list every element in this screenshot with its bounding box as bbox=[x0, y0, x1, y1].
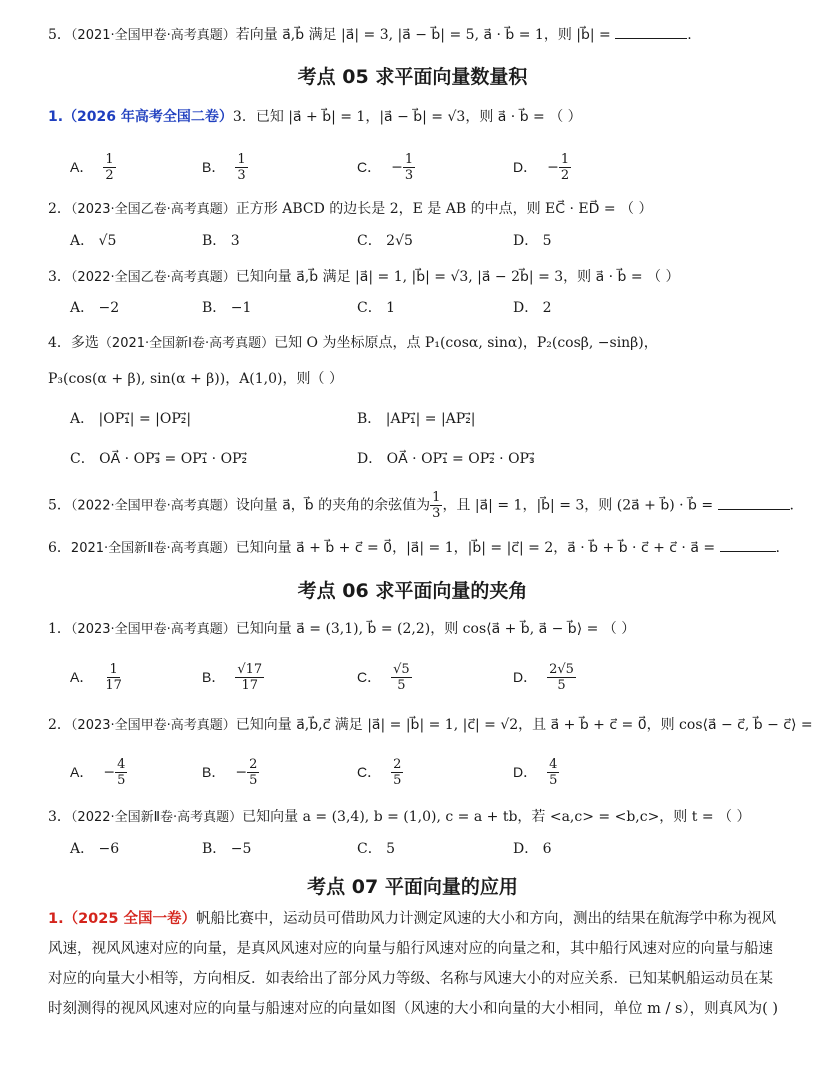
s06q2-option-a: A． − $\frac{4}{5}$ bbox=[70, 757, 126, 788]
s05-question-2: 2．（2023·全国乙卷·高考真题）正方形 ABCD 的边长是 2，E 是 AB 的中点，则 EC⃗ · ED⃗ = （ ） bbox=[48, 201, 653, 217]
section-06-heading: 考点 06 求平面向量的夹角 bbox=[297, 580, 528, 602]
s05q2-option-a: A． √5 bbox=[70, 233, 117, 249]
question-top-5 bbox=[48, 24, 785, 47]
s06-question-1: 1．（2023·全国甲卷·高考真题）已知向量 a⃗ = (3,1), b⃗ = (2,2)，则 cos⟨a⃗ + b⃗, a⃗ − b⃗⟩ = （ ） bbox=[48, 621, 636, 637]
s06q3-option-c: C． 5 bbox=[357, 841, 396, 857]
s05q4-option-a: A． |OP₁⃗| = |OP₂⃗| bbox=[70, 411, 192, 427]
s05-question-6: 6．2021·全国新Ⅱ卷·高考真题）已知向量 a⃗ + b⃗ + c⃗ = 0⃗，|a⃗| = 1，|b⃗| = |c⃗| = 2，a⃗ · b⃗ + b⃗ · c⃗ + c⃗ · a⃗ = . bbox=[48, 537, 785, 560]
s06q2-option-d: D． $\frac{4}{5}$ bbox=[513, 757, 558, 788]
s05q2-option-d: D． 5 bbox=[513, 233, 552, 249]
s06q1-option-b: B． $\frac{√17}{17}$ bbox=[202, 662, 263, 693]
s05q1-option-d: D． − $\frac{1}{2}$ bbox=[513, 152, 570, 183]
s05q1-option-c: C． − $\frac{1}{3}$ bbox=[357, 152, 414, 183]
question-tag: 1.（2026 年高考全国二卷） bbox=[48, 109, 233, 125]
section-07-heading: 考点 07 平面向量的应用 bbox=[307, 876, 518, 898]
s05q1-option-a: A． $\frac{1}{2}$ bbox=[70, 152, 114, 183]
s06-question-3: 3．（2022·全国新Ⅱ卷·高考真题）已知向量 a = (3,4), b = (1,0), c = a + tb，若 <a,c> = <b,c>，则 t = （ ） bbox=[48, 809, 751, 825]
question-text: 若向量 a⃗,b⃗ 满足 |a⃗| = 3, |a⃗ − b⃗| = 5, a⃗ · b⃗ = 1，则 |b⃗| = bbox=[235, 27, 616, 43]
s05q2-option-c: C． 2√5 bbox=[357, 233, 413, 249]
s05q1-option-b: B． $\frac{1}{3}$ bbox=[202, 152, 246, 183]
s05-question-1 bbox=[48, 106, 785, 128]
question-tail: . bbox=[687, 27, 692, 43]
s05-question-4: 4．多选（2021·全国新Ⅰ卷·高考真题）已知 O 为坐标原点，点 P₁(cosα, sinα)，P₂(cosβ, −sinβ)， bbox=[48, 335, 658, 351]
s05q3-option-c: C． 1 bbox=[357, 300, 396, 316]
question-text: 3．已知 |a⃗ + b⃗| = 1，|a⃗ − b⃗| = √3，则 a⃗ · b⃗ = （ ） bbox=[232, 109, 582, 125]
s06q3-option-b: B． −5 bbox=[202, 841, 252, 857]
s05q4-option-c: C． OA⃗ · OP₃⃗ = OP₁⃗ · OP₂⃗ bbox=[70, 451, 248, 467]
s05q4-option-b: B． |AP₁⃗| = |AP₂⃗| bbox=[357, 411, 476, 427]
s06q3-option-d: D． 6 bbox=[513, 841, 552, 857]
question-tag: 1.（2025 全国一卷） bbox=[48, 911, 197, 927]
answer-blank bbox=[720, 537, 776, 552]
answer-blank bbox=[615, 24, 687, 39]
s05-question-4-cont: P₃(cos(α + β), sin(α + β))，A(1,0)，则（ ） bbox=[48, 371, 343, 387]
question-number: 5． bbox=[48, 27, 71, 43]
s05q3-option-a: A． −2 bbox=[70, 300, 120, 316]
s06q2-option-b: B． − $\frac{2}{5}$ bbox=[202, 757, 258, 788]
s06q1-option-a: A． $\frac{1}{17}$ bbox=[70, 662, 122, 693]
s05-question-5: 5．（2022·全国甲卷·高考真题）设向量 a⃗，b⃗ 的夹角的余弦值为 $\frac{1}{3}$ ，且 |a⃗| = 1，|b⃗| = 3，则 (2a⃗ + b⃗) · b⃗ = . bbox=[48, 490, 794, 521]
s06q2-option-c: C． $\frac{2}{5}$ bbox=[357, 757, 402, 788]
s05q3-option-d: D． 2 bbox=[513, 300, 552, 316]
s05q3-option-b: B． −1 bbox=[202, 300, 252, 316]
s06q1-option-d: D． $\frac{2√5}{5}$ bbox=[513, 662, 574, 693]
section-05-heading: 考点 05 求平面向量数量积 bbox=[297, 66, 528, 88]
s05-question-3: 3．（2022·全国乙卷·高考真题）已知向量 a⃗,b⃗ 满足 |a⃗| = 1, |b⃗| = √3, |a⃗ − 2b⃗| = 3，则 a⃗ · b⃗ = （ ） bbox=[48, 269, 680, 285]
s05q4-option-d: D． OA⃗ · OP₁⃗ = OP₂⃗ · OP₃⃗ bbox=[357, 451, 535, 467]
s07-question-1 bbox=[48, 904, 783, 1024]
question-text: 帆船比赛中，运动员可借助风力计测定风速的大小和方向，测出的结果在航海学中称为视风风速，视风风速对应的向量，是真风风速对应的向量与船行风速对应的向量之和，其中船行风速对应的向量与船速对应的向量大小相等，方向相反．如表给出了部分风力等级、名称与风速大小的对应关系．已知某帆船运动员在某时刻测得的视风风速对应的向量与船速对应的向量如图（风速的大小和向量的大小相同，单位 m / s），则真风为( ) bbox=[48, 911, 779, 1017]
s06q1-option-c: C． $\frac{√5}{5}$ bbox=[357, 662, 410, 693]
s05q2-option-b: B． 3 bbox=[202, 233, 240, 249]
s06-question-2: 2．（2023·全国甲卷·高考真题）已知向量 a⃗,b⃗,c⃗ 满足 |a⃗| = |b⃗| = 1, |c⃗| = √2，且 a⃗ + b⃗ + c⃗ = 0⃗，则 cos⟨a⃗ − c⃗, b⃗ − c⃗⟩ = bbox=[48, 717, 813, 733]
answer-blank bbox=[718, 495, 790, 510]
s06q3-option-a: A． −6 bbox=[70, 841, 120, 857]
question-source: （2021·全国甲卷·高考真题） bbox=[70, 28, 236, 43]
